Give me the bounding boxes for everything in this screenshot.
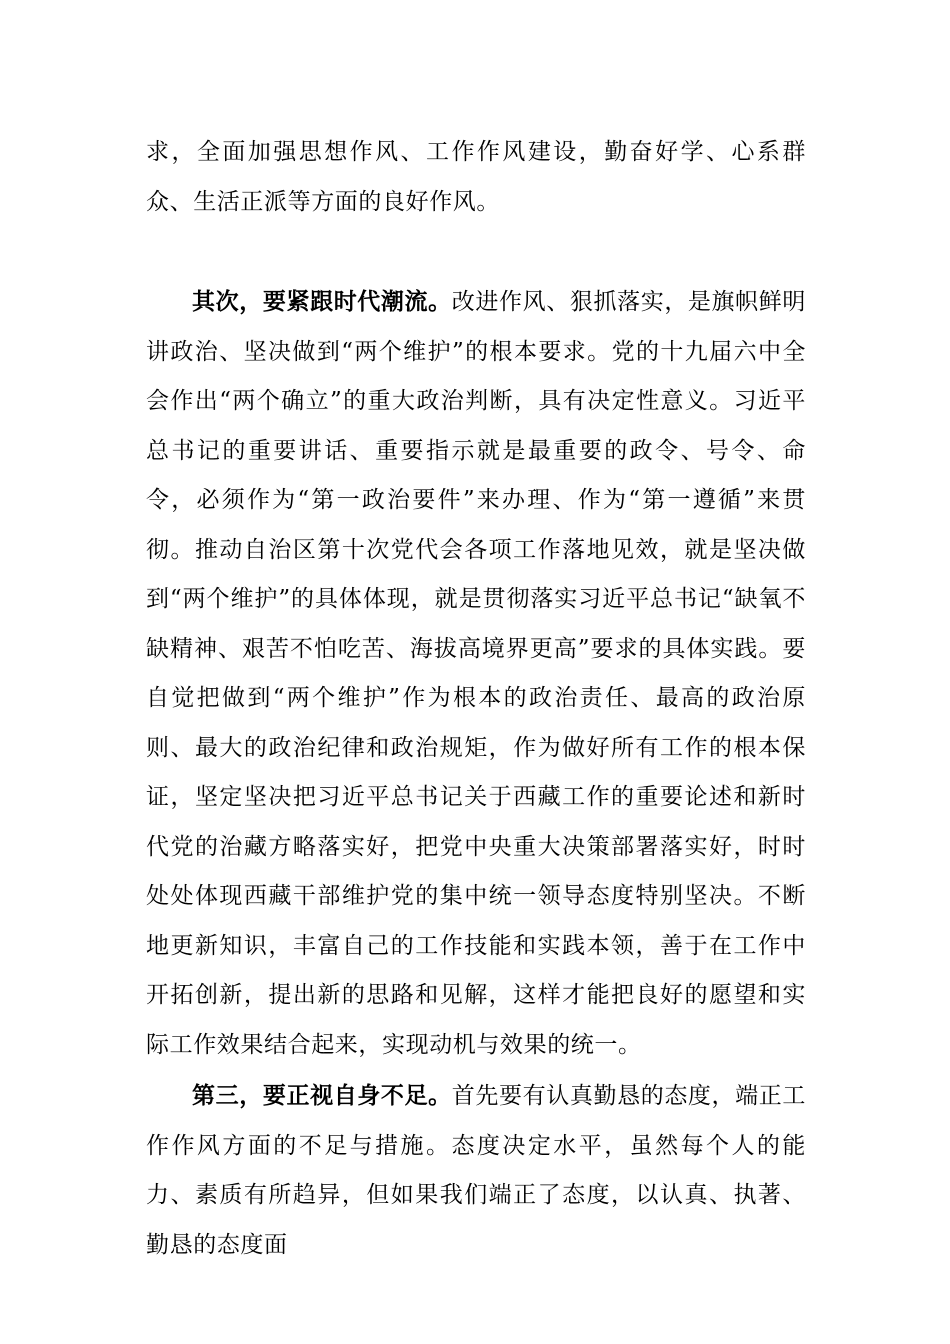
paragraph-face-shortcomings: [146, 1071, 806, 1270]
paragraph-body: 改进作风、狠抓落实，是旗帜鲜明讲政治、坚决做到“两个维护”的根本要求。党的十九届六中全会作出“两个确立”的重大政治判断，具有决定性意义。习近平总书记的重要讲话、重要指示就是最重要的政令、号令、命令，必须作为“第一政治要件”来办理、作为“第一遵循”来贯彻。推动自治区第十次党代会各项工作落地见效，就是坚决做到“两个维护”的具体体现，就是贯彻落实习近平总书记“缺氧不缺精神、艰苦不怕吃苦、海拔高境界更高”要求的具体实践。要自觉把做到“两个维护”作为根本的政治责任、最高的政治原则、最大的政治纪律和政治规矩，作为做好所有工作的根本保证，坚定坚决把习近平总书记关于西藏工作的重要论述和新时代党的治藏方略落实好，把党中央重大决策部署落实好，时时处处体现西藏干部维护党的集中统一领导态度特别坚决。不断地更新知识，丰富自己的工作技能和实践本领，善于在工作中开拓创新，提出新的思路和见解，这样才能把良好的愿望和实际工作效果结合起来，实现动机与效果的统一。: [146, 289, 806, 1058]
paragraph-continued: [146, 128, 806, 227]
paragraph-lead-heading: 其次，要紧跟时代潮流。: [192, 288, 452, 315]
paragraph-body: 首先要有认真勤恳的态度，端正工作作风方面的不足与措施。态度决定水平，虽然每个人的能力、素质有所趋异，但如果我们端正了态度，以认真、执著、勤恳的态度面: [146, 1083, 806, 1258]
paragraph-lead-heading: 第三，要正视自身不足。: [192, 1082, 452, 1109]
paragraph-body: 求，全面加强思想作风、工作作风建设，勤奋好学、心系群众、生活正派等方面的良好作风。: [146, 139, 806, 215]
paragraph-keep-up-with-times: [146, 277, 806, 1070]
